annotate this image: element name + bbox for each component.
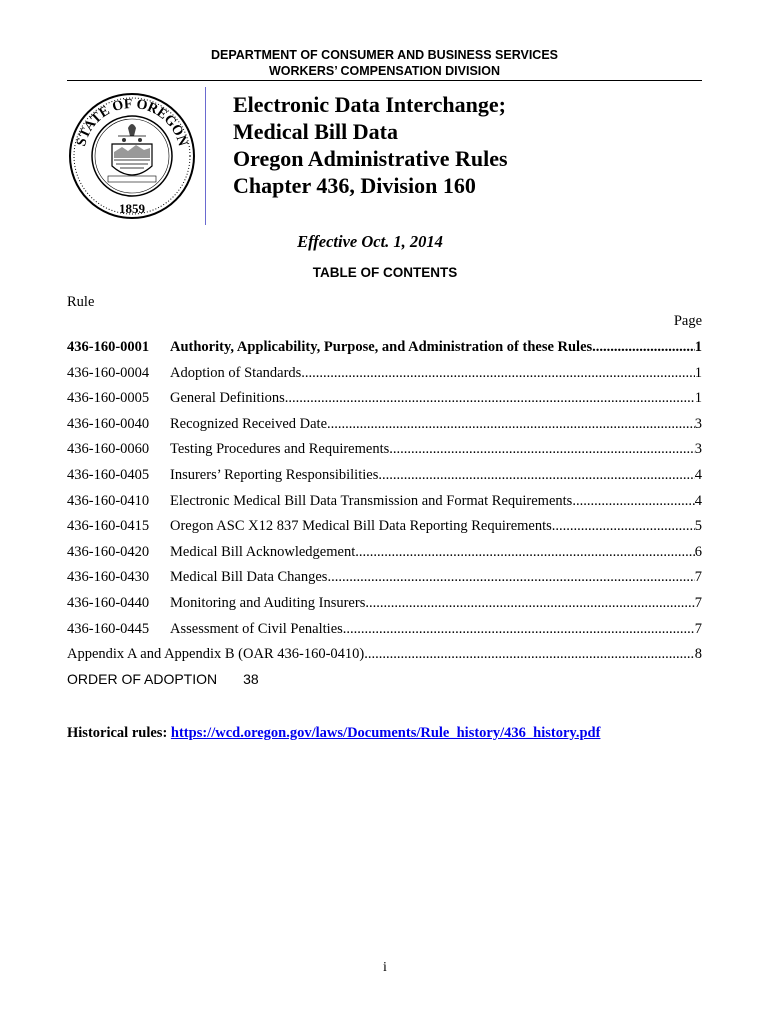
title-line-4: Chapter 436, Division 160 bbox=[233, 173, 476, 198]
toc-entry-title: Medical Bill Acknowledgement bbox=[170, 543, 356, 560]
toc-entry[interactable] bbox=[67, 413, 702, 439]
oregon-state-seal bbox=[68, 92, 196, 220]
toc-entry-rule-number: 436-160-0440 bbox=[67, 594, 150, 611]
toc-entry-rule-number: 436-160-0040 bbox=[67, 415, 150, 432]
toc-entry-rule-number: 436-160-0001 bbox=[67, 339, 150, 355]
toc-entry-leader bbox=[343, 618, 695, 644]
toc-entry-rule-number: 436-160-0415 bbox=[67, 518, 150, 535]
toc-entry-leader bbox=[327, 566, 694, 592]
toc-entry-page: 8 bbox=[694, 646, 702, 663]
toc-entry-leader bbox=[364, 643, 695, 669]
toc-entry-title: Recognized Received Date bbox=[170, 415, 328, 432]
toc-entry[interactable] bbox=[67, 643, 702, 669]
seal-text: STATE OF OREGON bbox=[74, 96, 190, 148]
toc-entry-page: 3 bbox=[694, 441, 702, 458]
toc-entry-rule-number: 436-160-0060 bbox=[67, 441, 150, 458]
division-name: WORKERS’ COMPENSATION DIVISION bbox=[268, 64, 501, 78]
toc-entry[interactable] bbox=[67, 618, 702, 644]
toc-entry-leader bbox=[365, 592, 694, 618]
toc-entry-leader bbox=[552, 515, 695, 541]
page-number: i bbox=[383, 960, 387, 975]
toc-entry-rule-number: 436-160-0405 bbox=[67, 466, 150, 483]
toc-entry-leader bbox=[572, 490, 694, 516]
toc-entry[interactable] bbox=[67, 515, 702, 541]
toc-entry-page: 6 bbox=[694, 543, 702, 560]
toc-entry-page: 4 bbox=[694, 466, 702, 483]
table-of-contents bbox=[67, 336, 702, 669]
toc-entry-page: 7 bbox=[694, 569, 702, 586]
toc-entry-page: 3 bbox=[694, 415, 702, 432]
toc-entry-rule-number: 436-160-0005 bbox=[67, 390, 150, 407]
toc-entry-page: 1 bbox=[694, 339, 702, 355]
title-line-3: Oregon Administrative Rules bbox=[233, 146, 508, 171]
toc-entry[interactable] bbox=[67, 438, 702, 464]
toc-heading: TABLE OF CONTENTS bbox=[312, 265, 458, 280]
toc-entry[interactable] bbox=[67, 387, 702, 413]
toc-entry[interactable] bbox=[67, 336, 702, 362]
toc-entry-leader bbox=[592, 336, 695, 362]
toc-entry-title: Authority, Applicability, Purpose, and Administration of these Rules bbox=[170, 339, 593, 355]
rule-column-label: Rule bbox=[67, 294, 95, 310]
toc-entry[interactable] bbox=[67, 464, 702, 490]
seal-year: 1859 bbox=[119, 201, 145, 216]
toc-entry-title: Insurers’ Reporting Responsibilities bbox=[170, 466, 379, 483]
toc-entry-leader bbox=[285, 387, 695, 413]
toc-entry-title: Electronic Medical Bill Data Transmission and Format Requirements bbox=[170, 492, 573, 509]
order-of-adoption-page: 38 bbox=[243, 671, 259, 687]
toc-entry-page: 4 bbox=[694, 492, 702, 509]
toc-entry[interactable] bbox=[67, 541, 702, 567]
document-title bbox=[233, 91, 508, 199]
title-line-2: Medical Bill Data bbox=[233, 119, 398, 144]
toc-entry-leader bbox=[301, 362, 694, 388]
title-divider bbox=[205, 87, 206, 225]
header-divider bbox=[67, 80, 702, 81]
toc-entry-rule-number: 436-160-0445 bbox=[67, 620, 150, 637]
toc-entry-leader bbox=[389, 438, 695, 464]
department-name: DEPARTMENT OF CONSUMER AND BUSINESS SERVICES bbox=[210, 48, 559, 62]
order-of-adoption[interactable] bbox=[67, 669, 259, 689]
toc-entry-title: Appendix A and Appendix B (OAR 436-160-0410) bbox=[67, 646, 365, 663]
toc-entry-leader bbox=[327, 413, 695, 439]
toc-entry-leader bbox=[378, 464, 694, 490]
toc-entry-rule-number: 436-160-0420 bbox=[67, 543, 150, 560]
toc-entry-page: 1 bbox=[694, 390, 702, 407]
toc-entry-title: Testing Procedures and Requirements bbox=[170, 441, 390, 458]
toc-entry-page: 7 bbox=[694, 594, 702, 611]
effective-date: Effective Oct. 1, 2014 bbox=[297, 232, 443, 251]
toc-entry-title: Assessment of Civil Penalties bbox=[170, 620, 343, 637]
toc-entry[interactable] bbox=[67, 566, 702, 592]
toc-entry[interactable] bbox=[67, 490, 702, 516]
toc-entry-rule-number: 436-160-0410 bbox=[67, 492, 150, 509]
toc-entry-title: Medical Bill Data Changes bbox=[170, 569, 328, 586]
toc-entry-leader bbox=[355, 541, 695, 567]
toc-entry-title: Oregon ASC X12 837 Medical Bill Data Reporting Requirements bbox=[170, 518, 552, 535]
page-column-label: Page bbox=[673, 313, 702, 329]
title-line-1: Electronic Data Interchange; bbox=[233, 92, 506, 117]
toc-entry-title: Adoption of Standards bbox=[170, 364, 302, 381]
toc-entry-page: 1 bbox=[694, 364, 702, 381]
toc-entry-title: Monitoring and Auditing Insurers bbox=[170, 594, 366, 611]
toc-entry[interactable] bbox=[67, 362, 702, 388]
department-header bbox=[67, 47, 702, 79]
toc-entry[interactable] bbox=[67, 592, 702, 618]
toc-entry-rule-number: 436-160-0430 bbox=[67, 569, 150, 586]
order-of-adoption-label: ORDER OF ADOPTION bbox=[67, 671, 218, 687]
toc-entry-page: 7 bbox=[694, 620, 702, 637]
historical-rules bbox=[67, 725, 600, 742]
toc-entry-page: 5 bbox=[694, 518, 702, 535]
historical-rules-link[interactable]: https://wcd.oregon.gov/laws/Documents/Rule_history/436_history.pdf bbox=[170, 725, 601, 741]
toc-entry-rule-number: 436-160-0004 bbox=[67, 364, 150, 381]
historical-rules-label: Historical rules: bbox=[67, 725, 168, 741]
toc-entry-title: General Definitions bbox=[170, 390, 285, 407]
